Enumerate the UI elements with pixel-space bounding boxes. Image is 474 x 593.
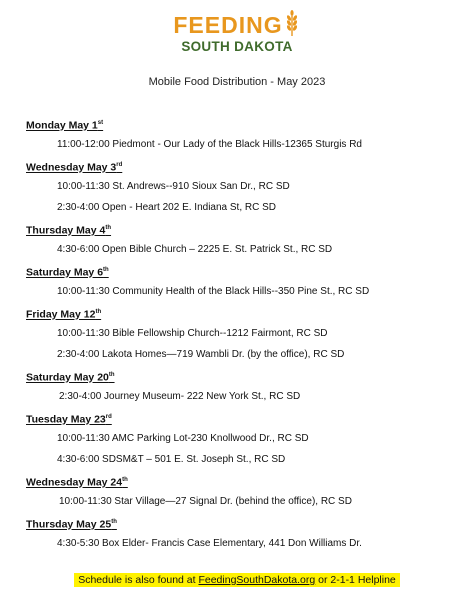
schedule-entry: 11:00-12:00 Piedmont - Our Lady of the Black Hills-12365 Sturgis Rd xyxy=(57,139,362,150)
schedule-entry: 10:00-11:30 Community Health of the Black Hills--350 Pine St., RC SD xyxy=(57,286,370,297)
schedule-entry: 2:30-4:00 Lakota Homes—719 Wambli Dr. (by the office), RC SD xyxy=(57,349,345,360)
schedule-entry: 10:00-11:30 Star Village—27 Signal Dr. (behind the office), RC SD xyxy=(59,496,352,507)
day-ordinal: th xyxy=(95,309,102,315)
schedule-entry: 4:30-6:00 SDSM&T – 501 E. St. Joseph St., RC SD xyxy=(57,454,286,465)
day-label: Wednesday May 3 xyxy=(26,161,117,174)
day-heading xyxy=(26,260,466,281)
day-ordinal: rd xyxy=(105,414,112,420)
document-title: Mobile Food Distribution - May 2023 xyxy=(148,76,326,88)
logo-wordmark xyxy=(173,10,300,37)
schedule-entry: 4:30-6:00 Open Bible Church – 2225 E. St. Patrick St., RC SD xyxy=(57,244,333,255)
day-ordinal: th xyxy=(103,267,109,273)
day-ordinal: th xyxy=(111,519,117,525)
day-heading xyxy=(26,302,466,323)
feeding-south-dakota-logo xyxy=(0,10,474,54)
logo-tagline: SOUTH DAKOTA xyxy=(181,39,293,54)
day-ordinal: st xyxy=(97,120,104,126)
day-heading xyxy=(26,113,466,134)
logo-word: FEEDING xyxy=(173,12,283,38)
day-ordinal: th xyxy=(105,225,112,231)
day-ordinal: th xyxy=(122,477,128,483)
day-heading xyxy=(26,470,466,491)
schedule-entry: 4:30-5:30 Box Elder- Francis Case Elementary, 441 Don Williams Dr. xyxy=(57,538,362,549)
day-label: Thursday May 4 xyxy=(26,224,106,237)
day-heading xyxy=(26,407,466,428)
day-heading xyxy=(26,365,466,386)
day-label: Thursday May 25 xyxy=(26,518,112,531)
day-label: Tuesday May 23 xyxy=(26,413,106,426)
footer-prefix: Schedule is also found at xyxy=(78,574,199,586)
schedule-entry: 10:00-11:30 Bible Fellowship Church--1212 Fairmont, RC SD xyxy=(57,328,328,339)
day-label: Saturday May 20 xyxy=(26,371,109,384)
schedule-entry: 10:00-11:30 AMC Parking Lot-230 Knollwood Dr., RC SD xyxy=(57,433,309,444)
day-label: Wednesday May 24 xyxy=(26,476,123,489)
footer-highlight xyxy=(74,573,400,587)
footer-suffix: or 2-1-1 Helpline xyxy=(315,574,396,586)
schedule-entry: 10:00-11:30 St. Andrews--910 Sioux San Dr., RC SD xyxy=(57,181,290,192)
schedule-list xyxy=(26,113,466,554)
day-ordinal: rd xyxy=(116,162,123,168)
schedule-entry: 2:30-4:00 Journey Museum- 222 New York St., RC SD xyxy=(59,391,301,402)
wheat-icon xyxy=(284,10,300,36)
footer xyxy=(0,570,474,588)
day-heading xyxy=(26,155,466,176)
schedule-entry: 2:30-4:00 Open - Heart 202 E. Indiana St, RC SD xyxy=(57,202,277,213)
day-label: Monday May 1 xyxy=(26,119,98,132)
day-label: Saturday May 6 xyxy=(26,266,104,279)
website-link[interactable]: FeedingSouthDakota.org xyxy=(198,574,316,586)
day-heading xyxy=(26,512,466,533)
day-heading xyxy=(26,218,466,239)
day-ordinal: th xyxy=(108,372,115,378)
day-label: Friday May 12 xyxy=(26,308,96,321)
